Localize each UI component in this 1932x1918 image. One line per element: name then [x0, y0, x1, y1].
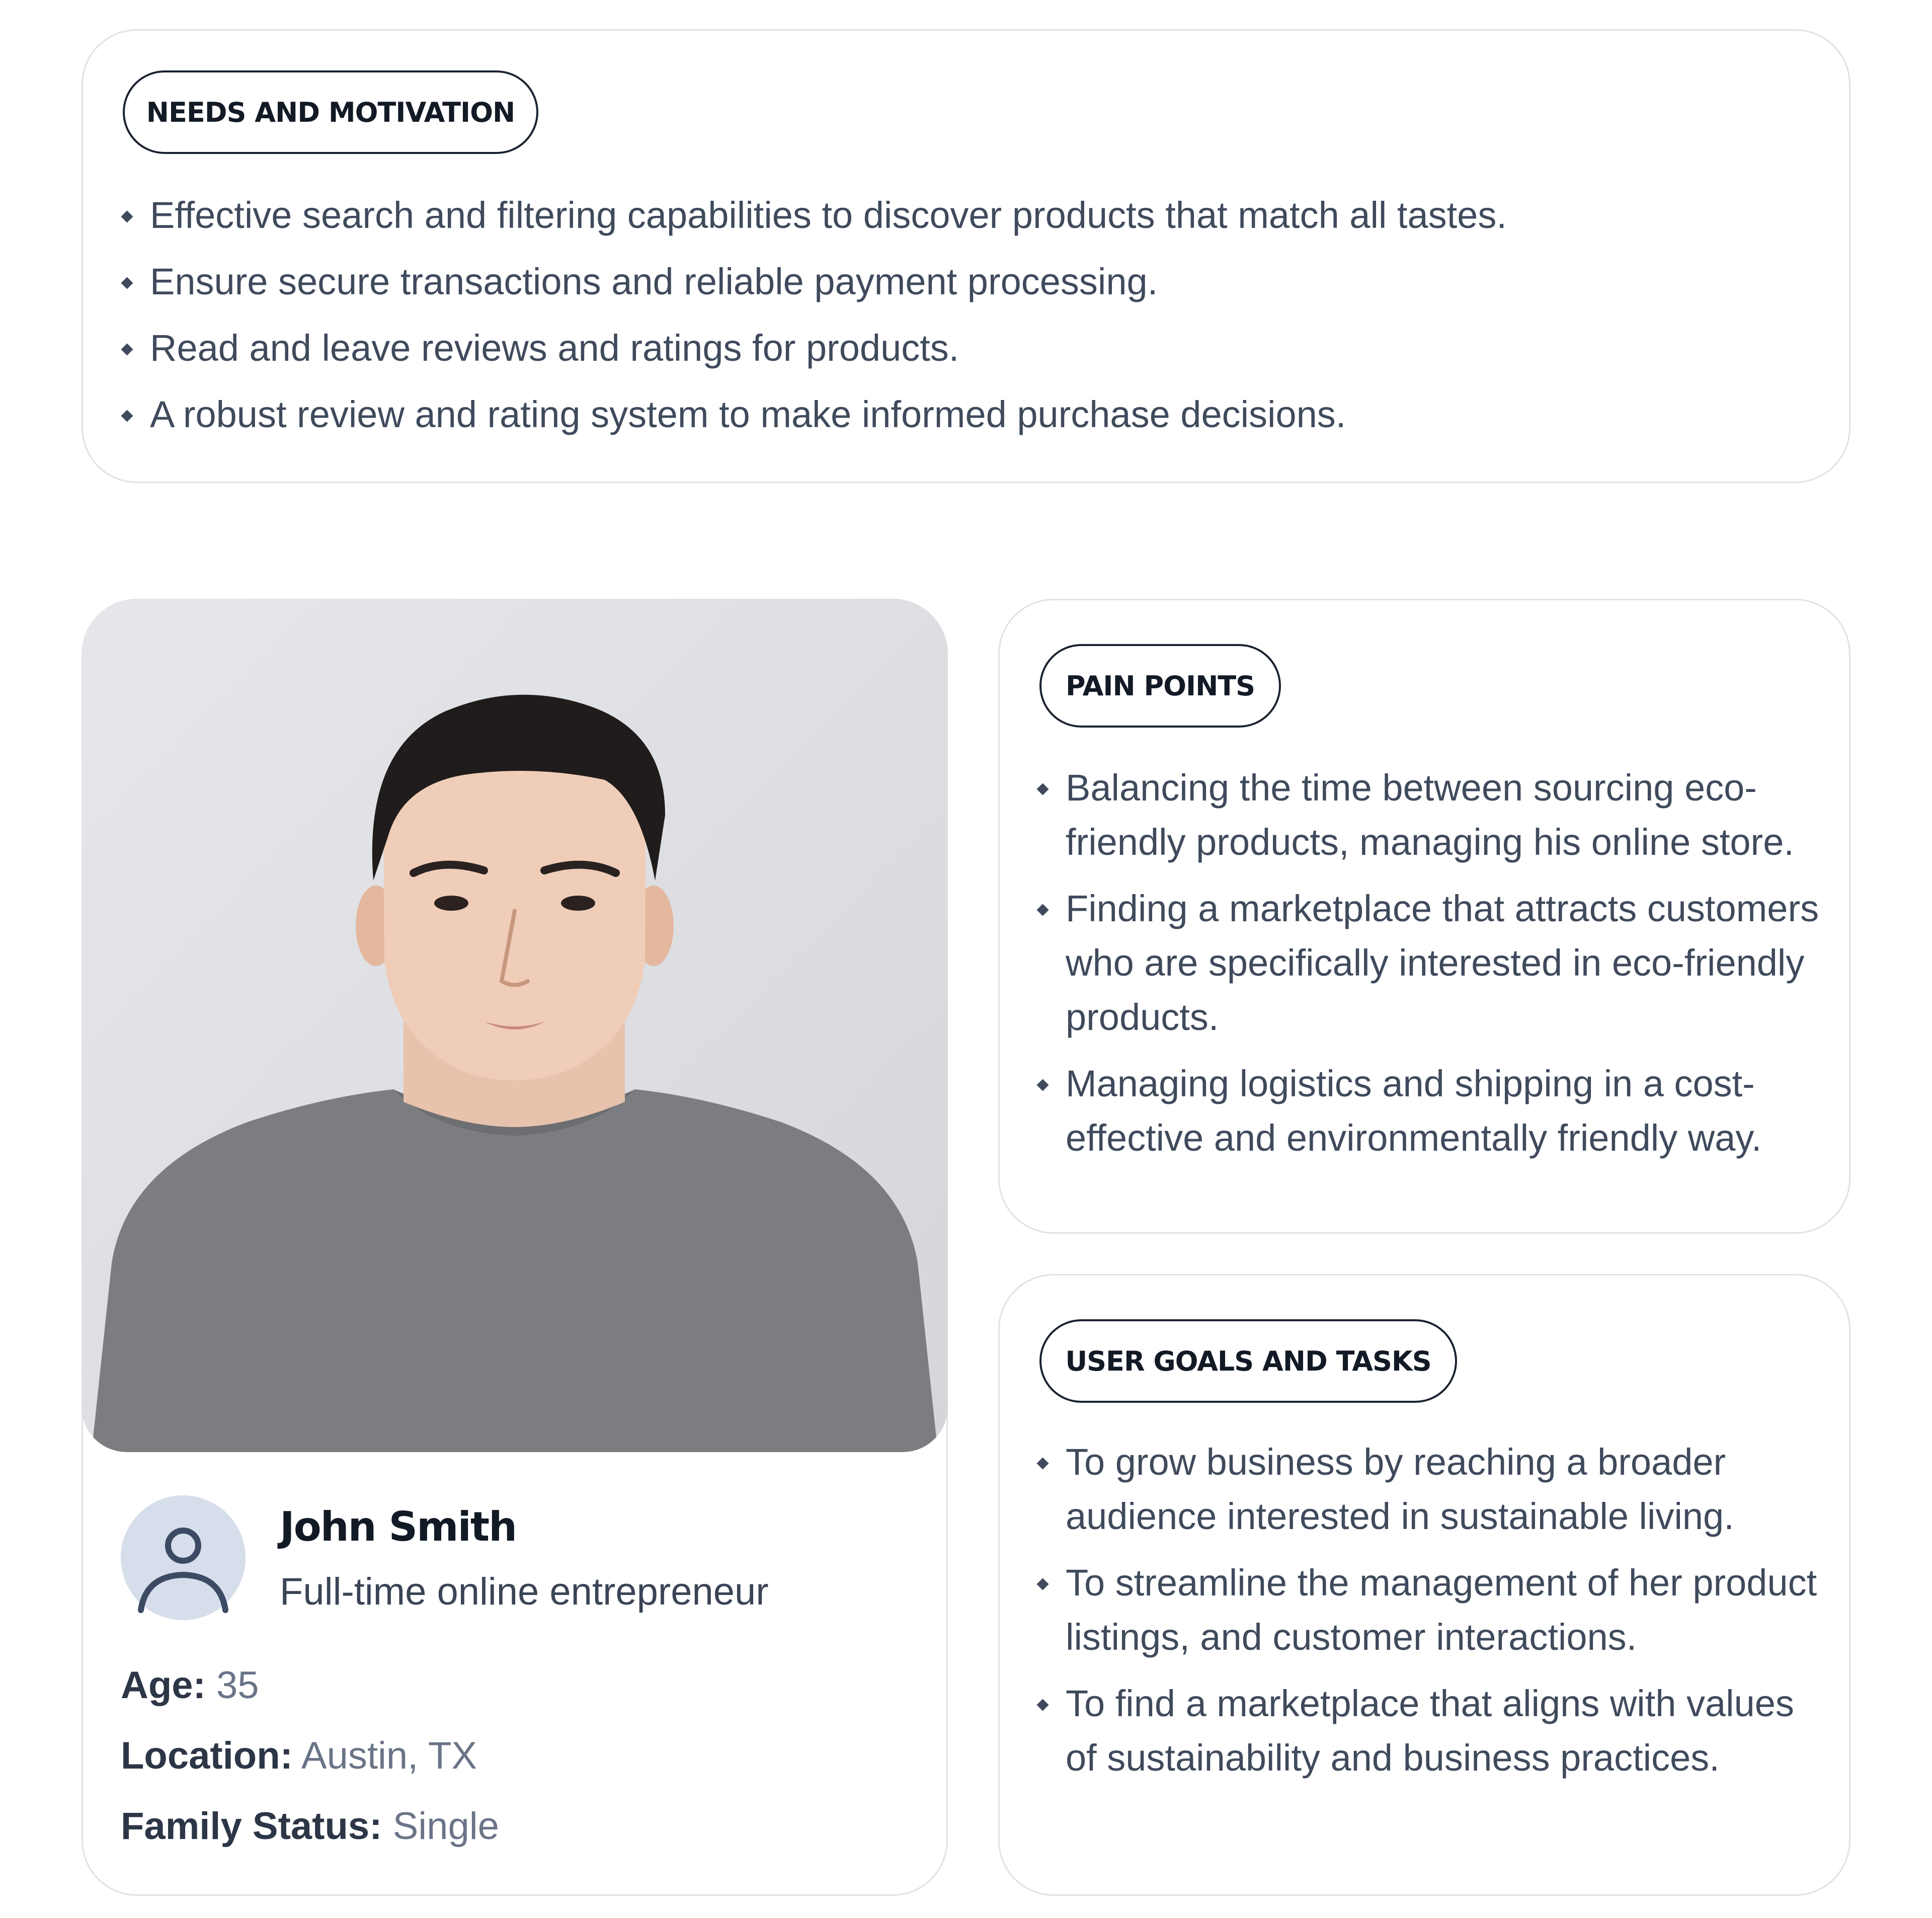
needs-item: Read and leave reviews and ratings for products. — [121, 321, 1821, 375]
pain-point-item: Balancing the time between sourcing eco-friendly products, managing his online store. — [1036, 761, 1821, 869]
person-photo — [82, 599, 948, 1452]
fact-family-value: Single — [392, 1805, 499, 1848]
fact-family — [121, 1804, 499, 1848]
fact-location-value: Austin, TX — [301, 1734, 477, 1777]
pain-points-list — [1036, 761, 1821, 1177]
pain-point-item: Finding a marketplace that attracts customers who are specifically interested in eco-friendly products. — [1036, 882, 1821, 1045]
fact-location — [121, 1734, 477, 1778]
profile-role: Full-time online entrepreneur — [280, 1570, 769, 1613]
needs-title-pill: NEEDS AND MOTIVATION — [123, 70, 538, 154]
goals-title-pill: USER GOALS AND TASKS — [1039, 1319, 1457, 1403]
goal-item: To find a marketplace that aligns with values of sustainability and business practices. — [1036, 1676, 1821, 1785]
goal-item: To grow business by reaching a broader audience interested in sustainable living. — [1036, 1435, 1821, 1544]
pain-points-title-pill: PAIN POINTS — [1039, 644, 1281, 728]
fact-family-label: Family Status: — [121, 1805, 382, 1848]
needs-item: Effective search and filtering capabilities to discover products that match all tastes. — [121, 188, 1821, 243]
fact-age-value: 35 — [216, 1664, 259, 1707]
fact-age — [121, 1663, 259, 1707]
goals-list — [1036, 1435, 1821, 1797]
fact-age-label: Age: — [121, 1664, 206, 1707]
person-illustration — [82, 599, 948, 1452]
goal-item: To streamline the management of her product listings, and customer interactions. — [1036, 1556, 1821, 1664]
needs-item: Ensure secure transactions and reliable payment processing. — [121, 255, 1821, 309]
needs-item: A robust review and rating system to make informed purchase decisions. — [121, 387, 1821, 442]
fact-location-label: Location: — [121, 1734, 293, 1777]
user-icon — [121, 1495, 246, 1620]
needs-list — [121, 188, 1821, 454]
pain-point-item: Managing logistics and shipping in a cost-effective and environmentally friendly way. — [1036, 1057, 1821, 1165]
profile-name: John Smith — [280, 1503, 517, 1550]
